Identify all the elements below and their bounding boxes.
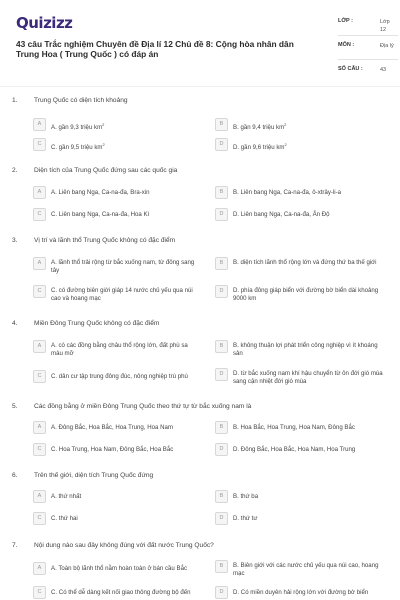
question-text: Trên thế giới, diện tích Trung Quốc đứng [34, 472, 154, 479]
option-text: D. phía đông giáp biển với đường bờ biển dài khoảng 9000 km [233, 287, 379, 302]
quizizz-logo[interactable]: Quizizz [16, 14, 73, 32]
option-superscript: 2 [102, 142, 105, 147]
option-text: A. gần 9,3 triệu km [51, 124, 103, 132]
option-text: C. có đường biên giới giáp 14 nước chủ yếu qua núi cao và hoang mạc [51, 287, 193, 302]
option-text: A. Toàn bộ lãnh thổ nằm hoàn toàn ở bán cầu Bắc [51, 565, 188, 572]
option-text: B. Biên giới với các nước chủ yếu qua núi cao, hoang mạc [233, 562, 379, 577]
option-letter: C [33, 285, 46, 298]
option-letter: C [33, 443, 46, 456]
option-letter: B [215, 490, 228, 503]
option-letter: C [33, 138, 46, 151]
option-text: B. thứ ba [233, 493, 259, 500]
option-letter: C [33, 512, 46, 525]
option-letter: B [215, 340, 228, 353]
option-text: B. gần 9,4 triệu km [233, 124, 285, 132]
option-text: D. Liên bang Nga, Ca-na-đa, Ấn Độ [233, 211, 330, 218]
option-letter: A [33, 340, 46, 353]
option-text: A. thứ nhất [51, 493, 82, 500]
option-letter: B [215, 560, 228, 573]
option-text: A. Liên bang Nga, Ca-na-đa, Bra-xin [51, 189, 150, 196]
option-letter: A [33, 118, 46, 131]
option-superscript: 2 [102, 122, 105, 127]
option-text: B. Liên bang Nga, Ca-na-đa, ô-xtrây-li-a [233, 189, 342, 196]
option-letter: C [33, 370, 46, 383]
meta-count-label: SỐ CÂU : [338, 66, 363, 72]
meta-class-value: Lớp 12 [380, 19, 390, 33]
option-letter: D [215, 138, 228, 151]
option-text: C. Hoa Trung, Hoa Nam, Đông Bắc, Hoa Bắc [51, 446, 174, 453]
option-superscript: 2 [284, 142, 287, 147]
option-letter: C [33, 208, 46, 221]
question-text: Diện tích của Trung Quốc đứng sau các quốc gia [34, 167, 178, 174]
option-letter: D [215, 586, 228, 599]
option-letter: D [215, 512, 228, 525]
option-letter: A [33, 186, 46, 199]
option-text: D. gần 9,6 triệu km [233, 144, 285, 152]
meta-subject-label: MÔN : [338, 42, 355, 48]
option-text: C. thứ hai [51, 515, 78, 522]
question-number: 2. [12, 167, 18, 174]
question-number: 6. [12, 472, 18, 479]
option-text: C. Có thể dễ dàng kết nối giao thông đường bộ đến [51, 589, 191, 596]
option-letter: D [215, 208, 228, 221]
option-letter: B [215, 118, 228, 131]
option-text: D. thứ tư [233, 515, 258, 522]
option-letter: D [215, 443, 228, 456]
option-letter: A [33, 421, 46, 434]
option-text: D. từ bắc xuống nam khí hậu chuyển từ ôn đới gió mùa sang cận nhiệt đới gió mùa [233, 370, 383, 385]
option-letter: A [33, 257, 46, 270]
option-letter: D [215, 285, 228, 298]
option-text: D. Có miền duyên hải rộng lớn với đường bờ biển [233, 589, 369, 596]
question-number: 1. [12, 97, 18, 104]
option-text: A. có các đồng bằng châu thổ rộng lớn, đất phù sa màu mỡ [51, 342, 188, 357]
option-letter: D [215, 368, 228, 381]
question-text: Miền Đông Trung Quốc không có đặc điểm [34, 320, 160, 327]
option-text: A. Đông Bắc, Hoa Bắc, Hoa Trung, Hoa Nam [51, 424, 173, 431]
option-letter: B [215, 421, 228, 434]
question-number: 4. [12, 320, 18, 327]
question-text: Vị trí và lãnh thổ Trung Quốc không có đặc điểm [34, 237, 176, 244]
question-text: Trung Quốc có diện tích khoảng [34, 97, 128, 104]
header-divider [0, 86, 400, 87]
meta-count-value: 43 [380, 67, 387, 73]
option-text: B. diện tích lãnh thổ rộng lớn và đứng thứ ba thế giới [233, 259, 377, 266]
option-text: C. Liên bang Nga, Ca-na-đa, Hoa Kì [51, 211, 150, 218]
option-letter: A [33, 490, 46, 503]
worksheet-header [8, 8, 392, 86]
meta-count [338, 60, 398, 84]
option-text: D. Đông Bắc, Hoa Bắc, Hoa Nam, Hoa Trung [233, 446, 356, 453]
meta-class-label: LỚP : [338, 18, 353, 24]
question-number: 7. [12, 542, 18, 549]
question-text: Nội dung nào sau đây không đúng với đất nước Trung Quốc? [34, 542, 214, 549]
option-text: C. dân cư tập trung đông đúc, nông nghiệp trù phú [51, 373, 188, 380]
option-text: B. không thuận lợi phát triển công nghiệp vì ít khoáng sản [233, 342, 378, 357]
worksheet-title: 43 câu Trắc nghiệm Chuyên đề Địa lí 12 Chủ đề 8: Cộng hòa nhân dân Trung Hoa ( Trung Quốc ) có đáp án [16, 39, 294, 59]
worksheet-meta [338, 12, 398, 84]
option-text: A. lãnh thổ trải rộng từ bắc xuống nam, từ đông sang tây [51, 259, 195, 274]
question-text: Các đồng bằng ở miền Đông Trung Quốc theo thứ tự từ bắc xuống nam là [34, 403, 252, 410]
option-letter: B [215, 257, 228, 270]
option-text: C. gần 9,5 triệu km [51, 144, 103, 152]
option-text: B. Hoa Bắc, Hoa Trung, Hoa Nam, Đông Bắc [233, 424, 355, 431]
meta-subject [338, 36, 398, 60]
option-letter: A [33, 562, 46, 575]
meta-class [338, 12, 398, 36]
question-number: 3. [12, 237, 18, 244]
option-letter: C [33, 586, 46, 599]
question-number: 5. [12, 403, 18, 410]
meta-subject-value: Địa lý [380, 43, 394, 49]
option-superscript: 2 [284, 122, 287, 127]
option-letter: B [215, 186, 228, 199]
